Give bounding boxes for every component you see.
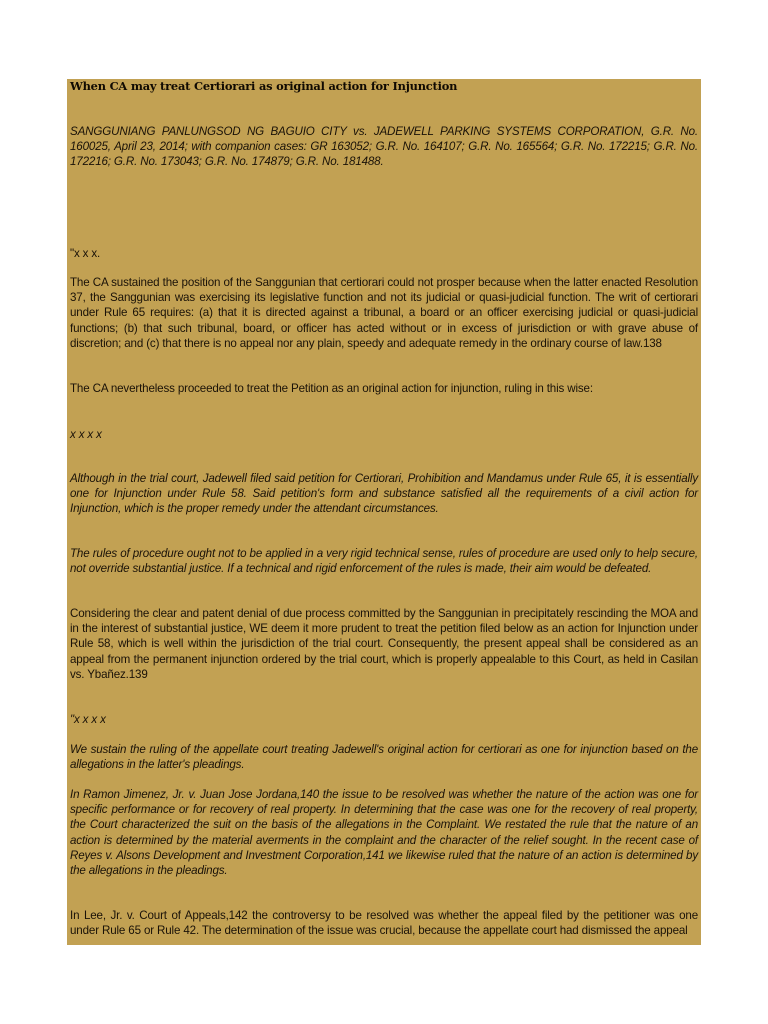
quote-ellipsis-marker: "x x x x [70, 713, 106, 726]
document-panel [67, 79, 701, 945]
paragraph-ca-sustained: The CA sustained the position of the Sanggunian that certiorari could not prosper because when the latter enacted Resolution 37, the Sanggunian was exercising its legislative function and not its judicial or quasi-judicial function. The writ of certiorari under Rule 65 requires: (a) that it is directed against a tribunal, a board or an officer exercising judicial or quasi-judicial functions; (b) that such tribunal, board, or officer has acted without or in excess of jurisdiction or with grave abuse of discretion; and (c) that there is no appeal nor any plain, speedy and adequate remedy in the ordinary course of law.138 [70, 276, 698, 350]
ellipsis-marker: x x x x [70, 428, 102, 441]
paragraph-ca-nevertheless: The CA nevertheless proceeded to treat the Petition as an original action for injunction, ruling in this wise: [70, 382, 593, 395]
quote-open-marker: "x x x. [70, 247, 101, 260]
paragraph-we-sustain: We sustain the ruling of the appellate court treating Jadewell's original action for certiorari as one for injunction based on the allegations in the latter's pleadings. [70, 743, 698, 772]
paragraph-considering: Considering the clear and patent denial of due process committed by the Sanggunian in precipitately rescinding the MOA and in the interest of substantial justice, WE deem it more prudent to treat the petition filed below as an action for Injunction under Rule 58, which is well within the jurisdiction of the trial court. Consequently, the present appeal shall be considered as an appeal from the permanent injunction ordered by the trial court, which is properly appealable to this Court, as held in Casilan vs. Ybañez.139 [70, 607, 698, 681]
paragraph-rules-of-procedure: The rules of procedure ought not to be applied in a very rigid technical sense, rules of procedure are used only to help secure, not override substantial justice. If a technical and rigid enforcement of the rules is made, their aim would be defeated. [70, 547, 698, 576]
paragraph-ramon-jimenez: In Ramon Jimenez, Jr. v. Juan Jose Jordana,140 the issue to be resolved was whether the nature of the action was one for specific performance or for recovery of real property. In determining that the case was one for the recovery of real property, the Court characterized the suit on the basis of the allegations in the Complaint. We restated the rule that the nature of an action is determined by the material averments in the complaint and the character of the relief sought. In the recent case of Reyes v. Alsons Development and Investment Corporation,141 we likewise ruled that the nature of an action is determined by the allegations in the pleadings. [70, 788, 698, 878]
paragraph-lee-jr: In Lee, Jr. v. Court of Appeals,142 the controversy to be resolved was whether the appeal filed by the petitioner was one under Rule 65 or Rule 42. The determination of the issue was crucial, because the appellate court had dismissed the appeal [70, 909, 698, 938]
paragraph-although: Although in the trial court, Jadewell filed said petition for Certiorari, Prohibition and Mandamus under Rule 65, it is essentially one for Injunction under Rule 58. Said petition's form and substance satisfied all the requirements of a civil action for Injunction, which is the proper remedy under the attendant circumstances. [70, 472, 698, 516]
document-heading: When CA may treat Certiorari as original action for Injunction [70, 79, 458, 93]
case-citation: SANGGUNIANG PANLUNGSOD NG BAGUIO CITY vs. JADEWELL PARKING SYSTEMS CORPORATION, G.R. No. 160025, April 23, 2014; with companion cases: GR 163052; G.R. No. 164107; G.R. No. 165564; G.R. No. 172215; G.R. No. 172216; G.R. No. 173043; G.R. No. 174879; G.R. No. 181488. [70, 125, 698, 169]
